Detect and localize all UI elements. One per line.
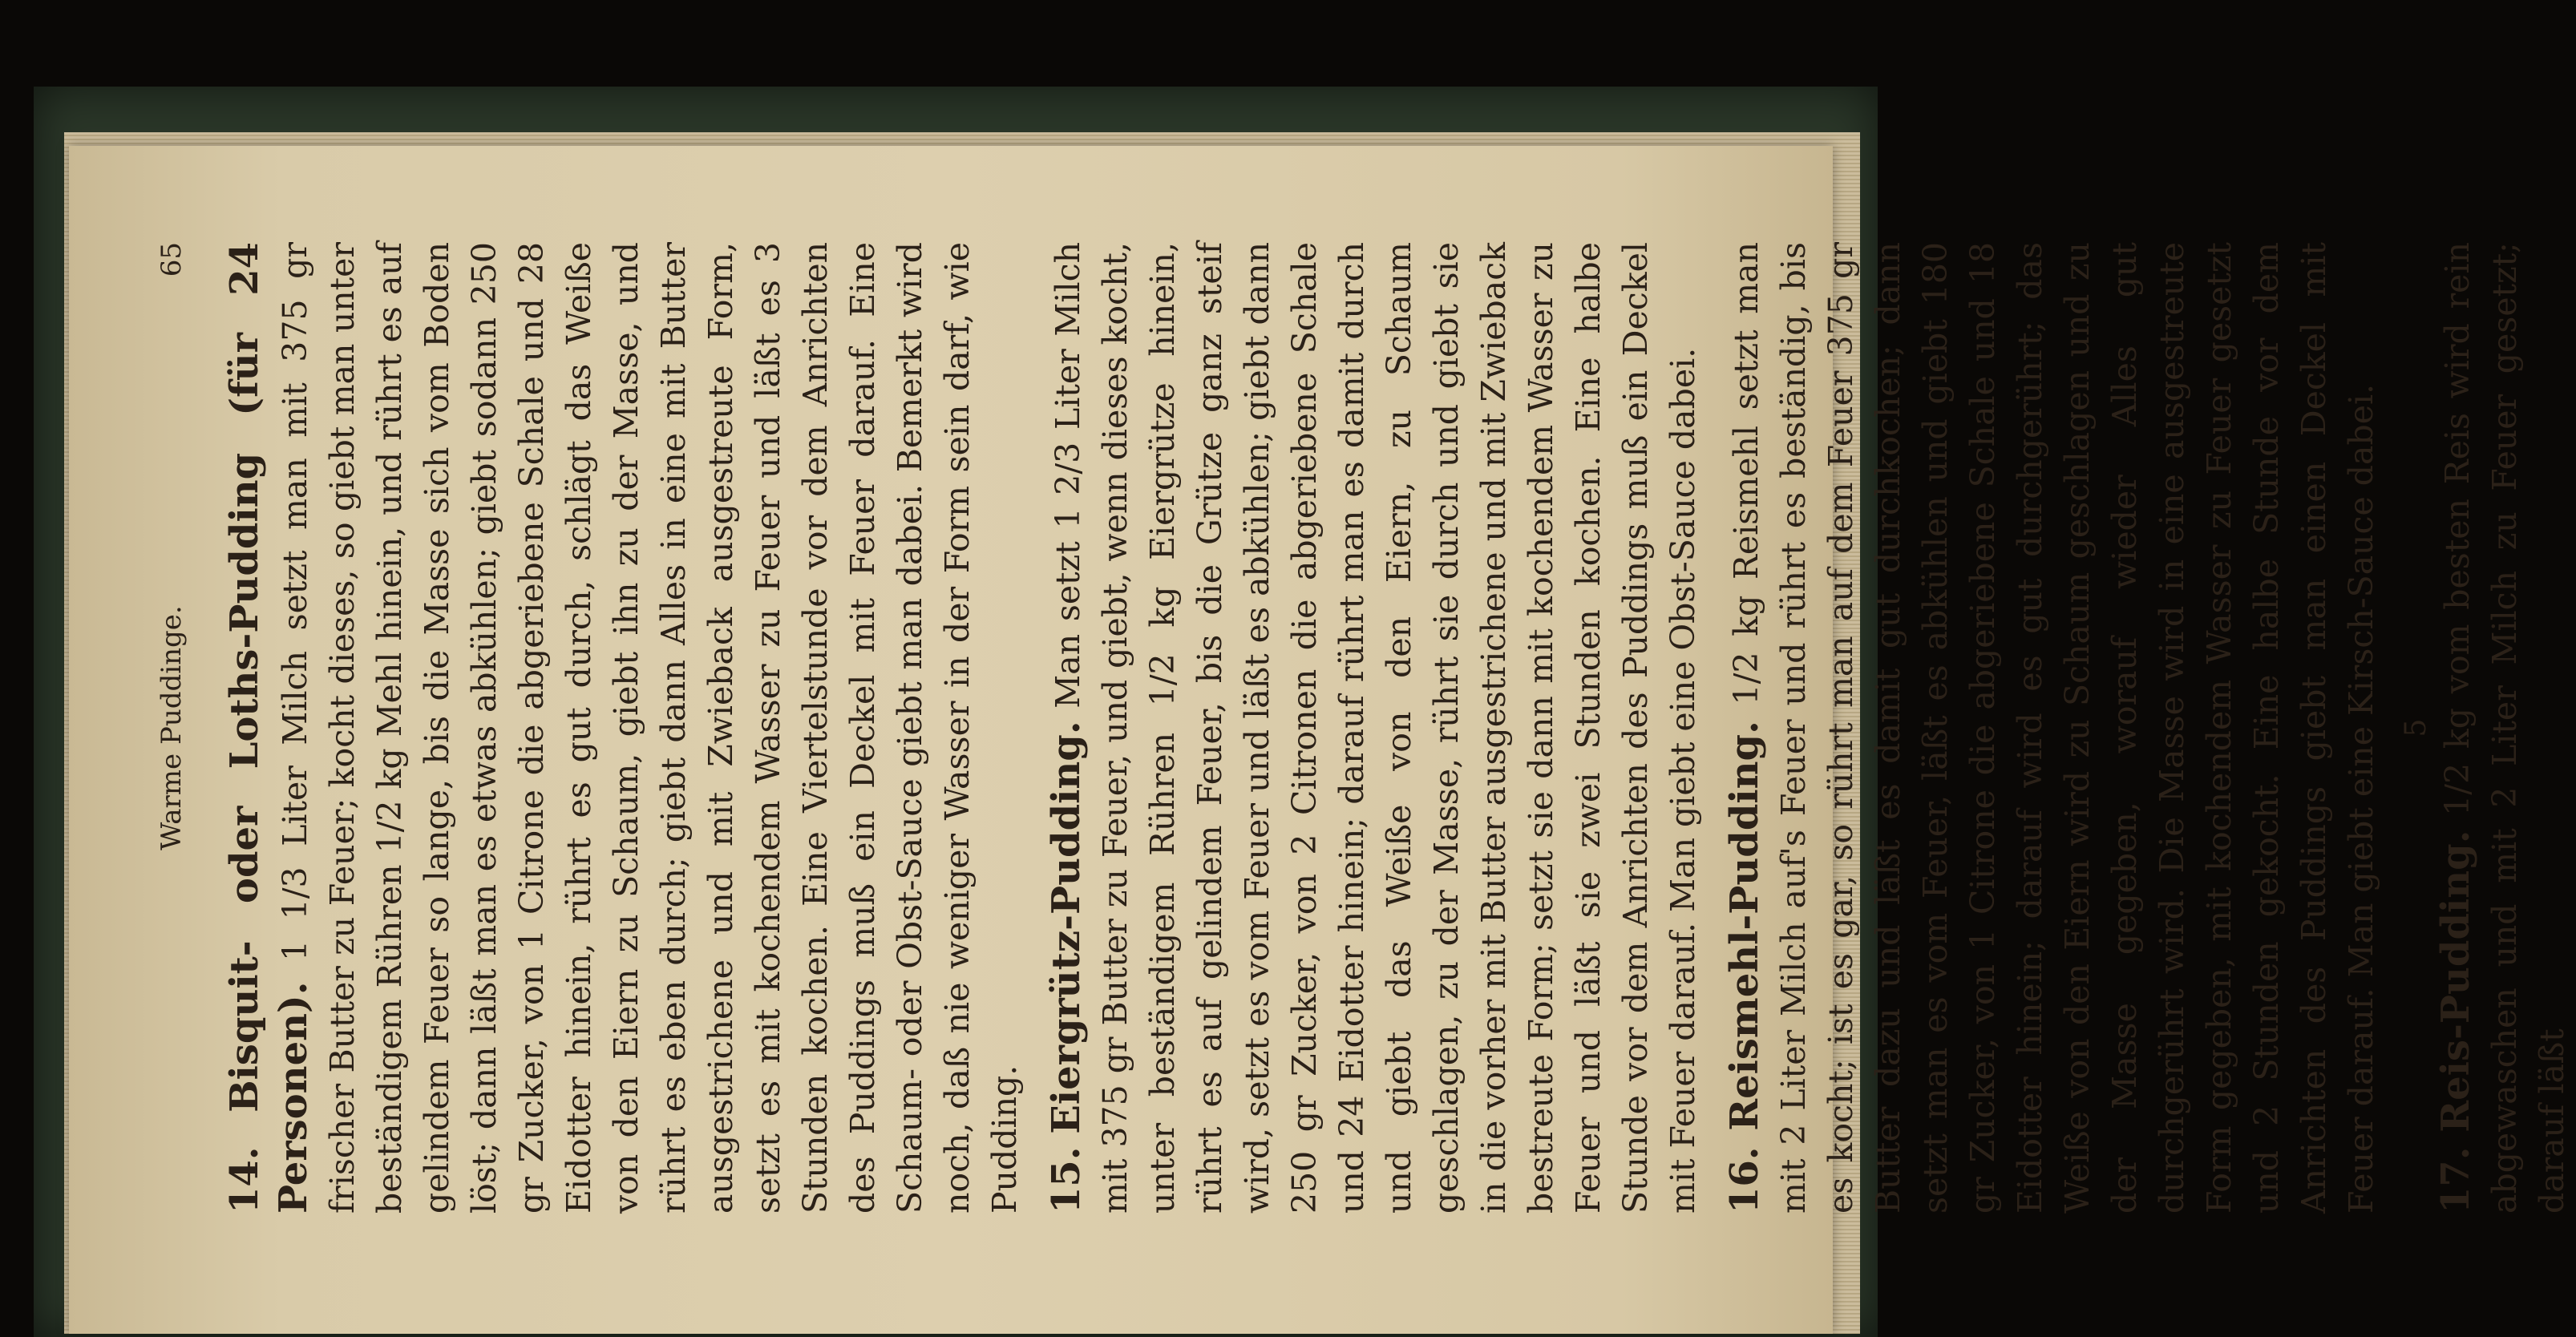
recipe-14 — [221, 242, 1029, 1214]
running-head — [156, 242, 204, 1214]
recipe-15-number: 15. — [1044, 1146, 1089, 1214]
book-page — [69, 146, 2571, 1334]
page-number: 65 — [156, 242, 188, 277]
recipe-17-title: Reis-Pudding. — [2433, 830, 2478, 1133]
recipe-15-title: Eiergrütz-Pudding. — [1044, 721, 1089, 1134]
running-head-title: Warme Puddinge. — [156, 605, 188, 850]
recipe-17-body: 1/2 kg vom besten Reis wird rein abgewaschen und mit 2 Liter Milch zu Feuer gesetzt; darauf läßt — [2438, 242, 2571, 1214]
recipe-17 — [2432, 242, 2576, 1214]
signature-mark: 5 — [2400, 718, 2432, 737]
recipe-16-body: 1/2 kg Reismehl setzt man mit 2 Liter Milch auf's Feuer und rührt es beständig, bis es kocht; ist es gar, so rührt man auf dem Feuer 375 gr Butter dazu und läßt es damit gut durchkochen; dann setzt man es vom Feuer, läßt es abkühlen und giebt 180 gr Zucker, von 1 Citrone die abgeriebene Schale und 18 Eidotter hinein; darauf wird es gut durchgerührt; das Weiße von den Eiern wird zu Schaum geschlagen und zu der Masse gegeben, worauf wieder Alles gut durchgerührt wird. Die Masse wird in eine ausgestreute Form gegeben, mit kochendem Wasser zu Feuer gesetzt und 2 Stunden gekocht. Eine halbe Stunde vor dem Anrichten des Puddings giebt man einen Deckel mit Feuer darauf. Man giebt eine Kirsch-Sauce dabei. — [1727, 242, 2380, 1214]
recipe-14-number: 14. — [222, 1146, 267, 1214]
recipe-16-title: Reismehl-Pudding. — [1722, 721, 1767, 1131]
recipe-14-title: Bisquit- oder Loths-Pudding (für 24 Personen). — [222, 242, 316, 1214]
recipe-15 — [1043, 242, 1707, 1214]
recipe-17-number: 17. — [2433, 1146, 2478, 1214]
recipe-16 — [1721, 242, 2385, 1214]
recipe-16-number: 16. — [1722, 1146, 1767, 1214]
recipe-14-body: 1 1/3 Liter Milch setzt man mit 375 gr frischer Butter zu Feuer; kocht dieses, so giebt man unter beständigem Rühren 1/2 kg Mehl hinein, und rührt es auf gelindem Feuer so lange, bis die Masse sich vom Boden löst; dann läßt man es etwas abkühlen; giebt sodann 250 gr Zucker, von 1 Citrone die abgeriebene Schale und 28 Eidotter hinein, rührt es gut durch, schlägt das Weiße von den Eiern zu Schaum, giebt ihn zu der Masse, und rührt es eben durch; giebt dann Alles in eine mit Butter ausgestrichene und mit Zwieback ausgestreute Form, setzt es mit kochendem Wasser zu Feuer und läßt es 3 Stunden kochen. Eine Viertelstunde vor dem Anrichten des Puddings muß ein Deckel mit Feuer darauf. Eine Schaum- oder Obst-Sauce giebt man dabei. Bemerkt wird noch, daß nie weniger Wasser in der Form sein darf, wie Pudding. — [276, 242, 1024, 1214]
recipe-15-body: Man setzt 1 2/3 Liter Milch mit 375 gr Butter zu Feuer, und giebt, wenn dieses kocht, unter beständigem Rühren 1/2 kg Eiergrütze hinein, rührt es auf gelindem Feuer, bis die Grütze ganz steif wird, setzt es vom Feuer und läßt es abkühlen; giebt dann 250 gr Zucker, von 2 Citronen die abgeriebene Schale und 24 Eidotter hinein; darauf rührt man es damit durch und giebt das Weiße von den Eiern, zu Schaum geschlagen, zu der Masse, rührt sie durch und giebt sie in die vorher mit Butter ausgestrichene und mit Zwieback bestreute Form; setzt sie dann mit kochendem Wasser zu Feuer und läßt sie zwei Stunden kochen. Eine halbe Stunde vor dem Anrichten des Puddings muß ein Deckel mit Feuer darauf. Man giebt eine Obst-Sauce dabei. — [1049, 242, 1702, 1214]
page-text-block — [69, 146, 2571, 1334]
